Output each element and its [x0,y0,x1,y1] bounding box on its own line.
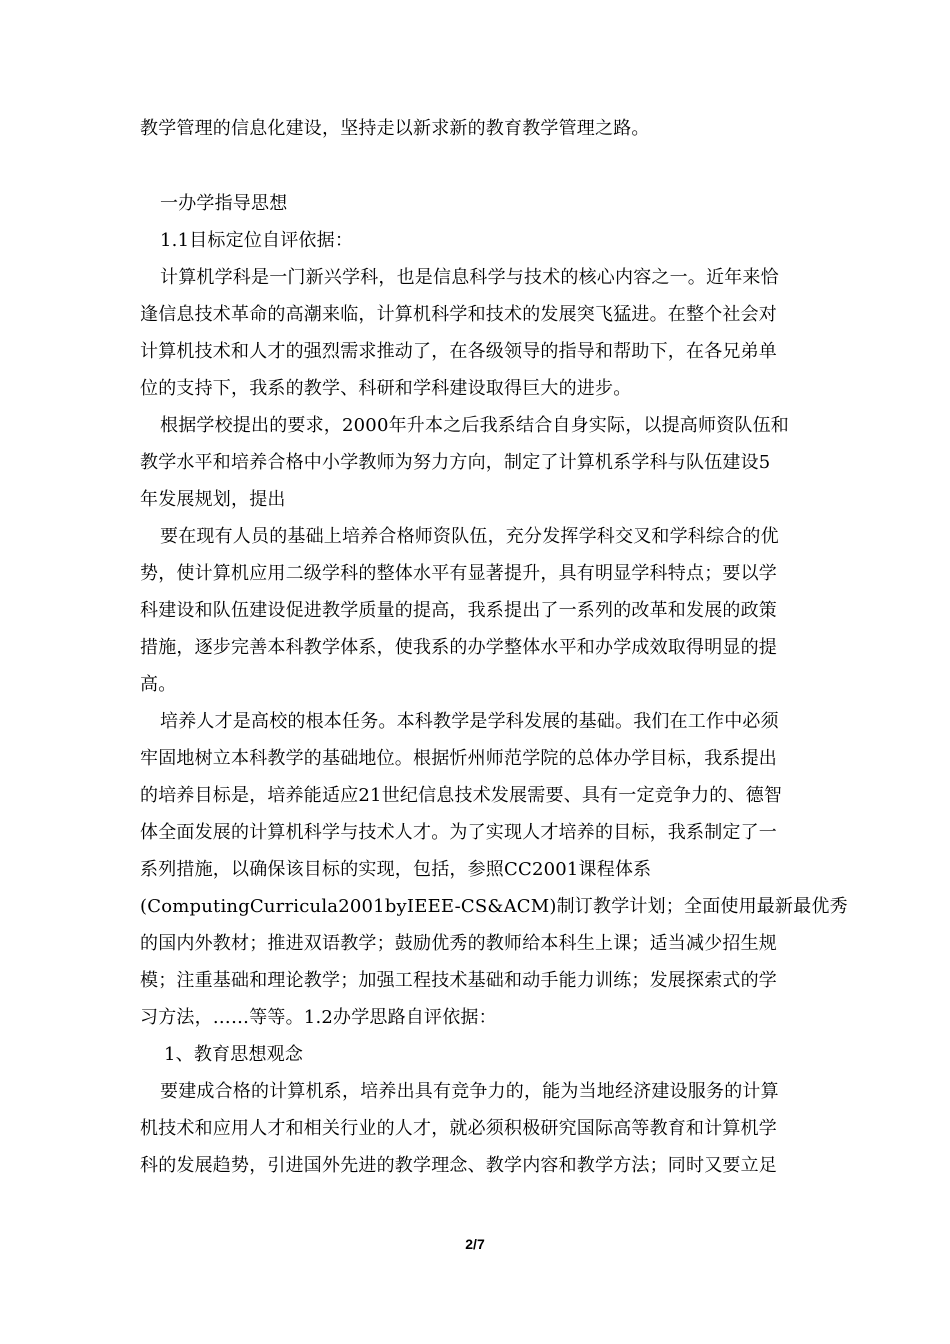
paragraph-line: 的国内外教材；推进双语教学；鼓励优秀的教师给本科生上课；适当减少招生规 [140,933,777,954]
paragraph-line: 势，使计算机应用二级学科的整体水平有显著提升，具有明显学科特点；要以学 [140,563,777,584]
paragraph-line: 的培养目标是，培养能适应21世纪信息技术发展需要、具有一定竞争力的、德智 [140,785,783,806]
paragraph-line: 措施，逐步完善本科教学体系，使我系的办学整体水平和办学成效取得明显的提 [140,637,777,658]
paragraph-line: 牢固地树立本科教学的基础地位。根据忻州师范学院的总体办学目标，我系提出 [140,748,777,769]
paragraph-line: 要建成合格的计算机系，培养出具有竞争力的，能为当地经济建设服务的计算 [160,1081,779,1102]
section-heading: 一办学指导思想 [160,193,288,214]
paragraph-line: 位的支持下，我系的教学、科研和学科建设取得巨大的进步。 [140,378,632,399]
paragraph-line: 年发展规划，提出 [140,489,286,510]
paragraph-line: 科的发展趋势，引进国外先进的教学理念、教学内容和教学方法；同时又要立足 [140,1155,777,1176]
paragraph-line: (ComputingCurricula2001byIEEE-CS&ACM)制订教学计划；全面使用最新最优秀 [140,896,848,917]
subsection-heading: 1.1目标定位自评依据： [160,230,354,251]
subsection-heading: 1、教育思想观念 [164,1044,304,1065]
paragraph-line: 系列措施，以确保该目标的实现，包括，参照CC2001课程体系 [140,859,652,880]
paragraph-line: 计算机技术和人才的强烈需求推动了，在各级领导的指导和帮助下，在各兄弟单 [140,341,777,362]
paragraph-line: 要在现有人员的基础上培养合格师资队伍，充分发挥学科交叉和学科综合的优 [160,526,779,547]
paragraph-line: 机技术和应用人才和相关行业的人才，就必须积极研究国际高等教育和计算机学 [140,1118,777,1139]
paragraph-line: 逢信息技术革命的高潮来临，计算机科学和技术的发展突飞猛进。在整个社会对 [140,304,777,325]
paragraph-line: 高。 [140,674,177,695]
paragraph-line: 教学管理的信息化建设，坚持走以新求新的教育教学管理之路。 [140,118,650,139]
page-number: 2/7 [465,1236,485,1252]
paragraph-line: 计算机学科是一门新兴学科，也是信息科学与技术的核心内容之一。近年来恰 [160,267,779,288]
paragraph-line: 根据学校提出的要求，2000年升本之后我系结合自身实际，以提高师资队伍和 [160,415,790,436]
paragraph-line: 培养人才是高校的根本任务。本科教学是学科发展的基础。我们在工作中必须 [160,711,779,732]
paragraph-line: 模；注重基础和理论教学；加强工程技术基础和动手能力训练；发展探索式的学 [140,970,777,991]
paragraph-line: 科建设和队伍建设促进教学质量的提高，我系提出了一系列的改革和发展的政策 [140,600,777,621]
paragraph-line: 体全面发展的计算机科学与技术人才。为了实现人才培养的目标，我系制定了一 [140,822,777,843]
paragraph-line: 教学水平和培养合格中小学教师为努力方向，制定了计算机系学科与队伍建设5 [140,452,771,473]
paragraph-line: 习方法，……等等。1.2办学思路自评依据： [140,1007,497,1028]
